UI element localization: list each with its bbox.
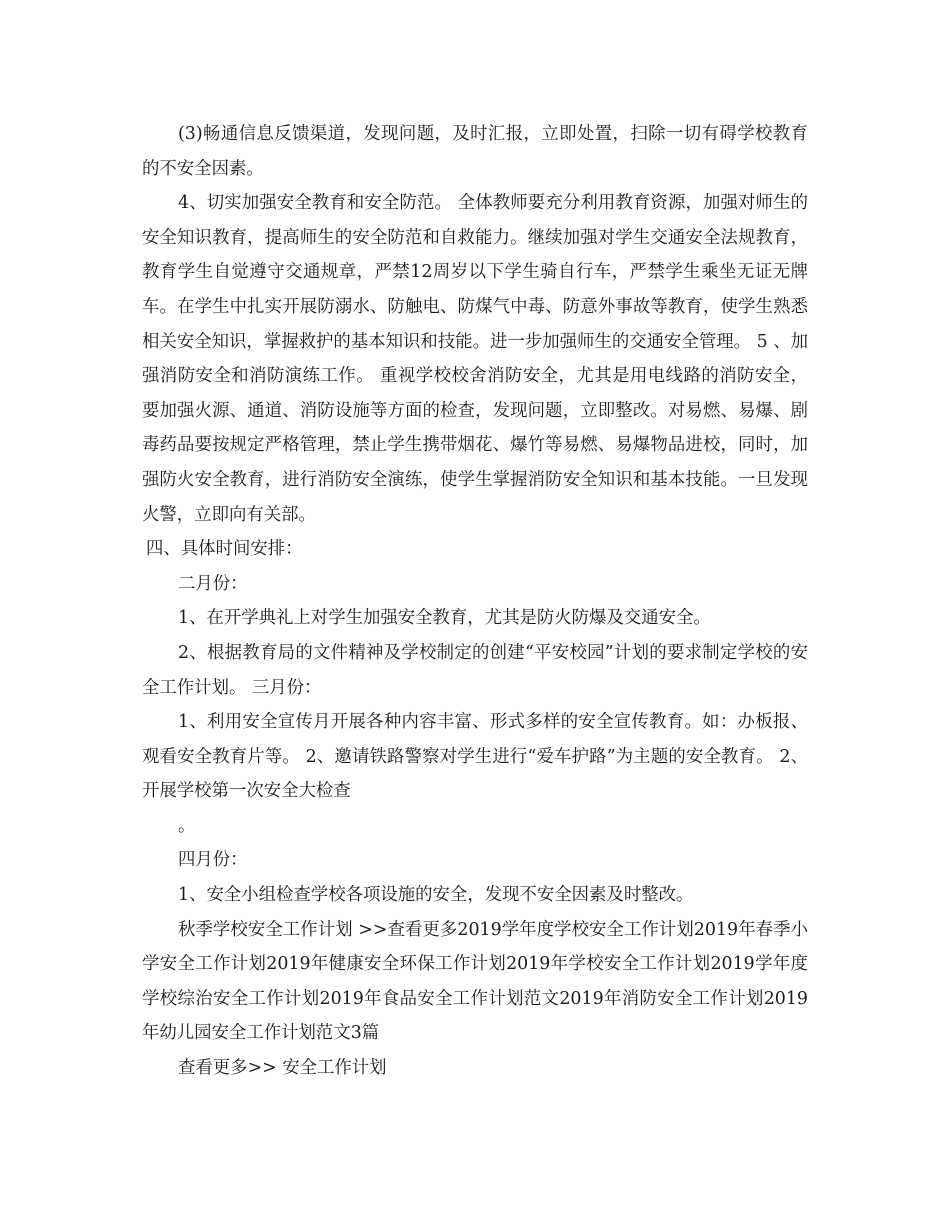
list-item-april-1: 1、安全小组检查学校各项设施的安全，发现不安全因素及时整改。 bbox=[178, 885, 694, 906]
document-body bbox=[142, 117, 808, 1086]
list-item-february-1: 1、在开学典礼上对学生加强安全教育，尤其是防火防爆及交通安全。 bbox=[178, 608, 711, 629]
list-item-march: 1、利用安全宣传月开展各种内容丰富、形式多样的安全宣传教育。如：办板报、观看安全教育片等。 2、邀请铁路警察对学生进行“爱车护路”为主题的安全教育。 2、开展学校第一次安全大检查 bbox=[142, 712, 808, 802]
related-links-paragraph: 秋季学校安全工作计划 >>查看更多2019学年度学校安全工作计划2019年春季小学安全工作计划2019年健康安全环保工作计划2019年学校安全工作计划2019学年度学校综治安全工作计划2019年食品安全工作计划范文2019年消防安全工作计划2019年幼儿园安全工作计划范文3篇 bbox=[142, 919, 808, 1044]
heading-april: 四月份： bbox=[178, 850, 248, 871]
paragraph-feedback-channel: (3)畅通信息反馈渠道，发现问题，及时汇报，立即处置，扫除一切有碍学校教育的不安全因素。 bbox=[142, 124, 808, 179]
heading-schedule: 四、具体时间安排： bbox=[146, 539, 303, 560]
stray-period: 。 bbox=[178, 815, 196, 836]
paragraph-safety-education: 4、切实加强安全教育和安全防范。 全体教师要充分利用教育资源，加强对师生的安全知识教育，提高师生的安全防范和自救能力。继续加强对学生交通安全法规教育，教育学生自觉遵守交通规章，严禁12周岁以下学生骑自行车，严禁学生乘坐无证无牌车。在学生中扎实开展防溺水、防触电、防煤气中毒、防意外事故等教育，使学生熟悉相关安全知识，掌握救护的基本知识和技能。进一步加强师生的交通安全管理。 5 、加强消防安全和消防演练工作。 重视学校校舍消防安全，尤其是用电线路的消防安全，要加强火源、通道、消防设施等方面的检查，发现问题，立即整改。对易燃、易爆、剧毒药品要按规定严格管理，禁止学生携带烟花、爆竹等易燃、易爆物品进校，同时，加强防火安全教育，进行消防安全演练，使学生掌握消防安全知识和基本技能。一旦发现火警，立即向有关部。 bbox=[142, 193, 808, 525]
see-more-link[interactable]: 查看更多>> 安全工作计划 bbox=[178, 1058, 387, 1079]
heading-february: 二月份： bbox=[178, 573, 248, 594]
list-item-february-2: 2、根据教育局的文件精神及学校制定的创建“平安校园”计划的要求制定学校的安全工作计划。 三月份： bbox=[142, 642, 808, 698]
